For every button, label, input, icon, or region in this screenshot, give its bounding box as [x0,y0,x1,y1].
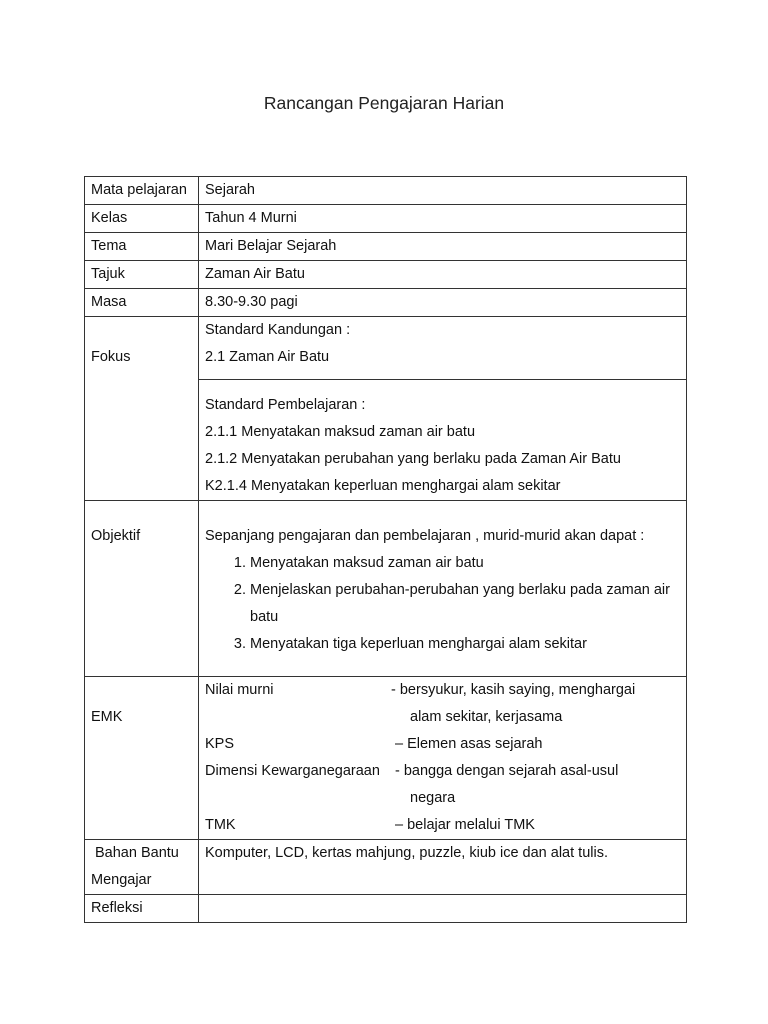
label-fokus: Fokus [91,349,131,365]
row-objektif [85,501,687,677]
emk-key: KPS [205,736,235,752]
objektif-list [205,550,686,658]
emk-nilai-row [205,677,686,704]
standard-pembelajaran-item: 2.1.1 Menyatakan maksud zaman air batu [205,424,476,440]
emk-value: – Elemen asas sejarah [395,736,543,752]
standard-pembelajaran-item: K2.1.4 Menyatakan keperluan menghargai alam sekitar [205,478,561,494]
lesson-plan-table [84,176,687,923]
emk-kps-row [205,731,686,758]
row-refleksi [85,895,687,923]
emk-dimensi-row [205,758,686,785]
value-bahan-bantu: Komputer, LCD, kertas mahjung, puzzle, kiub ice dan alat tulis. [199,840,687,895]
value-refleksi [199,895,687,923]
row-emk [85,677,687,840]
page-title: Rancangan Pengajaran Harian [263,93,505,113]
value-objektif [199,501,687,677]
label-kelas: Kelas [85,205,199,233]
objektif-item: 2. Menjelaskan perubahan-perubahan yang berlaku pada zaman air batu [250,577,686,631]
row-fokus [85,317,687,501]
row-masa [85,289,687,317]
value-fokus [199,317,687,501]
objektif-intro: Sepanjang pengajaran dan pembelajaran , murid-murid akan dapat : [205,528,645,544]
emk-value: – belajar melalui TMK [395,817,535,833]
value-kelas: Tahun 4 Murni [199,205,687,233]
label-refleksi: Refleksi [85,895,199,923]
emk-nilai-cont: alam sekitar, kerjasama [410,709,563,725]
emk-dimensi-cont: negara [410,790,456,806]
label-objektif-cell [85,501,199,677]
row-bahan-bantu [85,840,687,895]
objektif-item: 3. Menyatakan tiga keperluan menghargai alam sekitar [250,631,686,658]
emk-key: Dimensi Kewarganegaraan [205,763,380,779]
value-tajuk: Zaman Air Batu [199,261,687,289]
label-bahan-bantu [85,840,199,895]
emk-value: - bersyukur, kasih saying, menghargai [391,682,636,698]
row-mata-pelajaran [85,177,687,205]
row-tajuk [85,261,687,289]
emk-key: Nilai murni [205,682,274,698]
label-emk: EMK [91,709,123,725]
value-tema: Mari Belajar Sejarah [199,233,687,261]
label-tajuk: Tajuk [85,261,199,289]
row-kelas [85,205,687,233]
emk-tmk-row [205,812,686,839]
label-fokus-cell [85,317,199,501]
standard-pembelajaran-heading: Standard Pembelajaran : [205,397,366,413]
label-emk-cell [85,677,199,840]
standard-kandungan-item: 2.1 Zaman Air Batu [205,349,330,365]
label-mata-pelajaran: Mata pelajaran [85,177,199,205]
value-masa: 8.30-9.30 pagi [199,289,687,317]
standard-kandungan-heading: Standard Kandungan : [205,322,351,338]
label-tema: Tema [85,233,199,261]
objektif-item: 1. Menyatakan maksud zaman air batu [250,550,686,577]
label-masa: Masa [85,289,199,317]
emk-value: - bangga dengan sejarah asal-usul [395,763,619,779]
standard-pembelajaran-item: 2.1.2 Menyatakan perubahan yang berlaku pada Zaman Air Batu [205,451,621,467]
emk-key: TMK [205,817,236,833]
value-mata-pelajaran: Sejarah [199,177,687,205]
label-objektif: Objektif [91,528,141,544]
value-emk [199,677,687,840]
row-tema [85,233,687,261]
label-bahan-bantu-line1: Bahan Bantu [95,845,179,861]
label-bahan-bantu-line2: Mengajar [91,872,152,888]
